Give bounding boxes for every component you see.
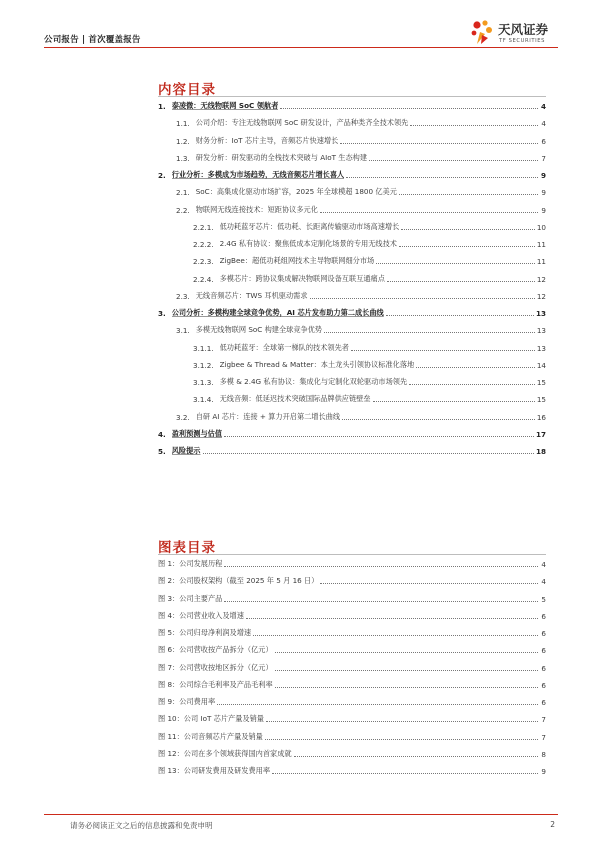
figure-entry-title: 图 1：公司发展历程 [158, 559, 223, 568]
figure-entry-page: 9 [541, 767, 546, 776]
figure-entry-title: 图 9：公司费用率 [158, 697, 216, 706]
toc-entry-title: 多模 & 2.4G 私有协议：集成化与定制化双轮驱动市场领先 [219, 377, 408, 386]
toc-leader-dots [224, 436, 534, 437]
figure-entry-page: 6 [541, 646, 546, 656]
figure-entry-page: 6 [541, 611, 546, 621]
toc-entry[interactable] [193, 359, 546, 370]
toc-entry[interactable] [176, 290, 546, 301]
toc-entry-number: 2.1. [176, 188, 190, 198]
toc-leader-dots [416, 367, 535, 368]
toc-entry[interactable] [193, 393, 546, 404]
figure-leader-dots [246, 618, 538, 619]
figure-entry-title: 图 11：公司音频芯片产量及销量 [158, 731, 263, 741]
figure-entry-page: 6 [541, 698, 546, 707]
page-number: 2 [550, 820, 555, 829]
footer-disclaimer: 请务必阅读正文之后的信息披露和免责申明 [70, 821, 213, 830]
figure-entry[interactable] [158, 558, 546, 569]
toc-entry[interactable] [176, 204, 546, 215]
figure-entry[interactable] [158, 679, 546, 690]
toc-leader-dots [342, 419, 535, 420]
toc-entry-page: 10 [536, 222, 546, 232]
toc-entry[interactable] [176, 186, 546, 197]
figure-leader-dots [266, 721, 538, 722]
toc-entry-page: 13 [536, 343, 546, 353]
figure-entry-title: 图 12：公司在多个领域获得国内首家成就 [158, 748, 292, 758]
toc-entry-title: Zigbee & Thread & Matter：本土龙头引领协议标准化落地 [219, 359, 415, 369]
toc-entry-page: 9 [540, 171, 546, 180]
toc-leader-dots [310, 298, 535, 299]
figure-entry-page: 6 [541, 663, 546, 673]
figure-leader-dots [294, 756, 538, 757]
toc-entry-number: 2.2. [176, 205, 190, 215]
toc-entry-page: 15 [536, 395, 546, 405]
report-type-label: 公司报告 | 首次覆盖报告 [44, 35, 141, 45]
footer-divider [44, 814, 558, 815]
figure-entry-page: 4 [541, 560, 546, 569]
toc-entry[interactable] [193, 238, 546, 249]
figure-entry-page: 8 [541, 749, 546, 759]
figure-entry-page: 7 [541, 732, 546, 742]
toc-entry[interactable] [193, 221, 546, 232]
toc-entry-page: 9 [541, 188, 546, 198]
toc-entry-page: 6 [541, 136, 546, 146]
figure-entry-page: 6 [541, 680, 546, 690]
figure-leader-dots [224, 566, 538, 567]
toc-entry-number: 2.3. [176, 291, 190, 301]
toc-leader-dots [410, 125, 538, 126]
toc-entry-page: 7 [541, 153, 546, 163]
figure-entry-title: 图 5：公司归母净利润及增速 [158, 628, 252, 637]
figure-entry-page: 4 [541, 577, 546, 587]
toc-entry-page: 9 [541, 205, 546, 215]
toc-entry-number: 1.1. [176, 119, 190, 129]
toc-entry-title: 财务分析：IoT 芯片主导，音频芯片快速增长 [195, 135, 339, 145]
toc-entry-number: 2.2.3. [193, 257, 214, 267]
figure-entry[interactable] [158, 748, 546, 759]
toc-entry-title: 公司介绍：专注无线物联网 SoC 研发设计，产品种类齐全技术领先 [195, 118, 409, 128]
header-divider [44, 47, 558, 48]
toc-entry-number: 2.2.1. [193, 222, 214, 232]
toc-entry[interactable] [193, 273, 546, 284]
toc-entry-number: 5. [158, 447, 166, 456]
toc-entry-title: 2.4G 私有协议：聚焦低成本定制化场景的专用无线技术 [219, 239, 397, 248]
toc-leader-dots [203, 453, 534, 454]
figure-entry[interactable] [158, 765, 546, 776]
toc-entry-title: 无线音频芯片：TWS 耳机驱动需求 [195, 290, 308, 300]
figure-entry-page: 6 [541, 629, 546, 638]
figure-entry[interactable] [158, 593, 546, 604]
company-logo [468, 18, 558, 50]
toc-leader-dots [373, 401, 535, 402]
toc-title-rule [158, 96, 546, 97]
toc-entry-title: 泰凌微：无线物联网 SoC 领航者 [171, 101, 279, 110]
toc-leader-dots [320, 212, 538, 213]
toc-leader-dots [351, 350, 535, 351]
toc-entry-title: SoC：高集成化驱动市场扩容，2025 年全球模超 1800 亿美元 [195, 187, 397, 197]
figure-leader-dots [217, 704, 538, 705]
toc-entry-page: 11 [536, 257, 546, 267]
figure-entry[interactable] [158, 644, 546, 655]
toc-entry-page: 15 [536, 378, 546, 387]
toc-entry-title: ZigBee：超低功耗组网技术主导物联网细分市场 [219, 256, 375, 266]
toc-entry[interactable] [158, 307, 546, 318]
toc-entry[interactable] [158, 100, 546, 111]
toc-entry-number: 3.1.4. [193, 395, 214, 405]
figure-entry-title: 图 3：公司主要产品 [158, 593, 223, 603]
toc-entry[interactable] [176, 135, 546, 146]
toc-leader-dots [376, 263, 535, 264]
toc-entry[interactable] [176, 117, 546, 128]
toc-entry[interactable] [176, 411, 546, 422]
figures-title-rule [158, 554, 546, 555]
toc-entry-page: 12 [536, 274, 546, 284]
figure-entry[interactable] [158, 610, 546, 621]
toc-leader-dots [409, 384, 535, 385]
figure-entry-page: 7 [541, 715, 546, 725]
figure-leader-dots [320, 583, 538, 584]
toc-entry-number: 3.1. [176, 326, 190, 336]
toc-entry-number: 2. [158, 171, 166, 180]
toc-entry[interactable] [176, 152, 546, 163]
toc-entry[interactable] [176, 324, 546, 335]
figure-entry[interactable] [158, 713, 546, 724]
figure-entry[interactable] [158, 696, 546, 707]
toc-entry-number: 3. [158, 309, 166, 318]
figure-entry-title: 图 6：公司营收按产品拆分（亿元） [158, 645, 273, 655]
figure-leader-dots [253, 635, 538, 636]
toc-entry-page: 4 [541, 119, 546, 129]
toc-entry-number: 3.1.3. [193, 378, 214, 387]
figure-entry[interactable] [158, 731, 546, 742]
toc-entry[interactable] [193, 376, 546, 387]
toc-entry-number: 3.1.2. [193, 360, 214, 370]
toc-entry-title: 公司分析：多模构建全球竞争优势，AI 芯片发布助力第二成长曲线 [171, 308, 384, 317]
toc-leader-dots [399, 246, 535, 247]
toc-entry-page: 13 [535, 309, 546, 318]
figure-entry-title: 图 2：公司股权架构（截至 2025 年 5 月 16 日） [158, 576, 319, 586]
logo-mark-icon [468, 18, 496, 46]
toc-entry-number: 1.3. [176, 153, 190, 163]
toc-leader-dots [399, 194, 538, 195]
figure-leader-dots [275, 670, 538, 671]
toc-leader-dots [386, 315, 534, 316]
toc-entry-number: 1.2. [176, 136, 190, 146]
toc-leader-dots [324, 332, 535, 333]
toc-entry[interactable] [193, 255, 546, 266]
figure-entry[interactable] [158, 627, 546, 638]
figure-entry-title: 图 4：公司营业收入及增速 [158, 610, 244, 620]
toc-entry-title: 无线音频：低延迟技术突破国际品牌供应链壁垒 [219, 394, 371, 404]
toc-entry-title: 物联网无线连接技术：短距协议多元化 [195, 204, 318, 214]
figure-entry-title: 图 8：公司综合毛利率及产品毛利率 [158, 679, 273, 689]
toc-entry-title: 多模芯片：跨协议集成解决物联网设备互联互通痛点 [219, 273, 385, 283]
toc-entry-title: 行业分析：多模成为市场趋势，无线音频芯片增长喜人 [171, 170, 345, 179]
toc-leader-dots [387, 281, 535, 282]
toc-leader-dots [340, 143, 538, 144]
figure-entry-title: 图 13：公司研发费用及研发费用率 [158, 766, 271, 775]
toc-entry-number: 1. [158, 102, 166, 111]
toc-entry[interactable] [193, 342, 546, 353]
toc-entry-title: 盈利预测与估值 [171, 428, 223, 438]
figure-leader-dots [265, 739, 538, 740]
logo-english-name: TF SECURITIES [499, 38, 545, 44]
toc-entry-number: 4. [158, 429, 166, 439]
toc-entry-number: 2.2.2. [193, 240, 214, 249]
toc-entry-page: 12 [536, 291, 546, 301]
toc-entry[interactable] [158, 169, 546, 180]
toc-entry-title: 研发分析：研发驱动的全栈技术突破与 AIoT 生态构建 [195, 152, 368, 162]
toc-entry[interactable] [158, 428, 546, 439]
toc-entry-title: 低功耗蓝牙：全球第一梯队的技术领先者 [219, 342, 349, 352]
toc-entry-title: 风险提示 [171, 446, 201, 455]
toc-entry-page: 14 [536, 360, 546, 370]
toc-entry-page: 17 [535, 429, 546, 439]
figures-title: 图表目录 [158, 540, 216, 556]
toc-leader-dots [346, 177, 538, 178]
figure-entry[interactable] [158, 662, 546, 673]
figure-leader-dots [224, 601, 538, 602]
toc-leader-dots [401, 229, 535, 230]
logo-chinese-name: 天风证券 [498, 22, 549, 37]
toc-entry-number: 2.2.4. [193, 274, 214, 284]
toc-entry-title: 自研 AI 芯片：连接 + 算力开启第二增长曲线 [195, 411, 341, 421]
toc-entry-title: 多模无线物联网 SoC 构建全球竞争优势 [195, 325, 323, 335]
toc-entry-page: 18 [535, 447, 546, 456]
toc-entry-number: 3.2. [176, 412, 190, 422]
figure-entry-title: 图 10：公司 IoT 芯片产量及销量 [158, 714, 264, 724]
toc-entry[interactable] [158, 445, 546, 456]
toc-entry-title: 低功耗蓝牙芯片：低功耗、长距离传输驱动市场高速增长 [219, 221, 400, 231]
figure-entry-title: 图 7：公司营收按地区拆分（亿元） [158, 662, 273, 672]
figure-leader-dots [275, 687, 538, 688]
figure-leader-dots [275, 652, 538, 653]
figure-entry[interactable] [158, 575, 546, 586]
figure-leader-dots [272, 773, 538, 774]
toc-entry-page: 13 [536, 326, 546, 336]
toc-entry-number: 3.1.1. [193, 343, 214, 353]
toc-entry-page: 11 [536, 240, 546, 249]
toc-leader-dots [369, 160, 538, 161]
toc-leader-dots [280, 108, 538, 109]
toc-entry-page: 16 [536, 412, 546, 422]
toc-entry-page: 4 [540, 102, 546, 111]
toc-title: 内容目录 [158, 82, 216, 98]
figure-entry-page: 5 [541, 594, 546, 604]
